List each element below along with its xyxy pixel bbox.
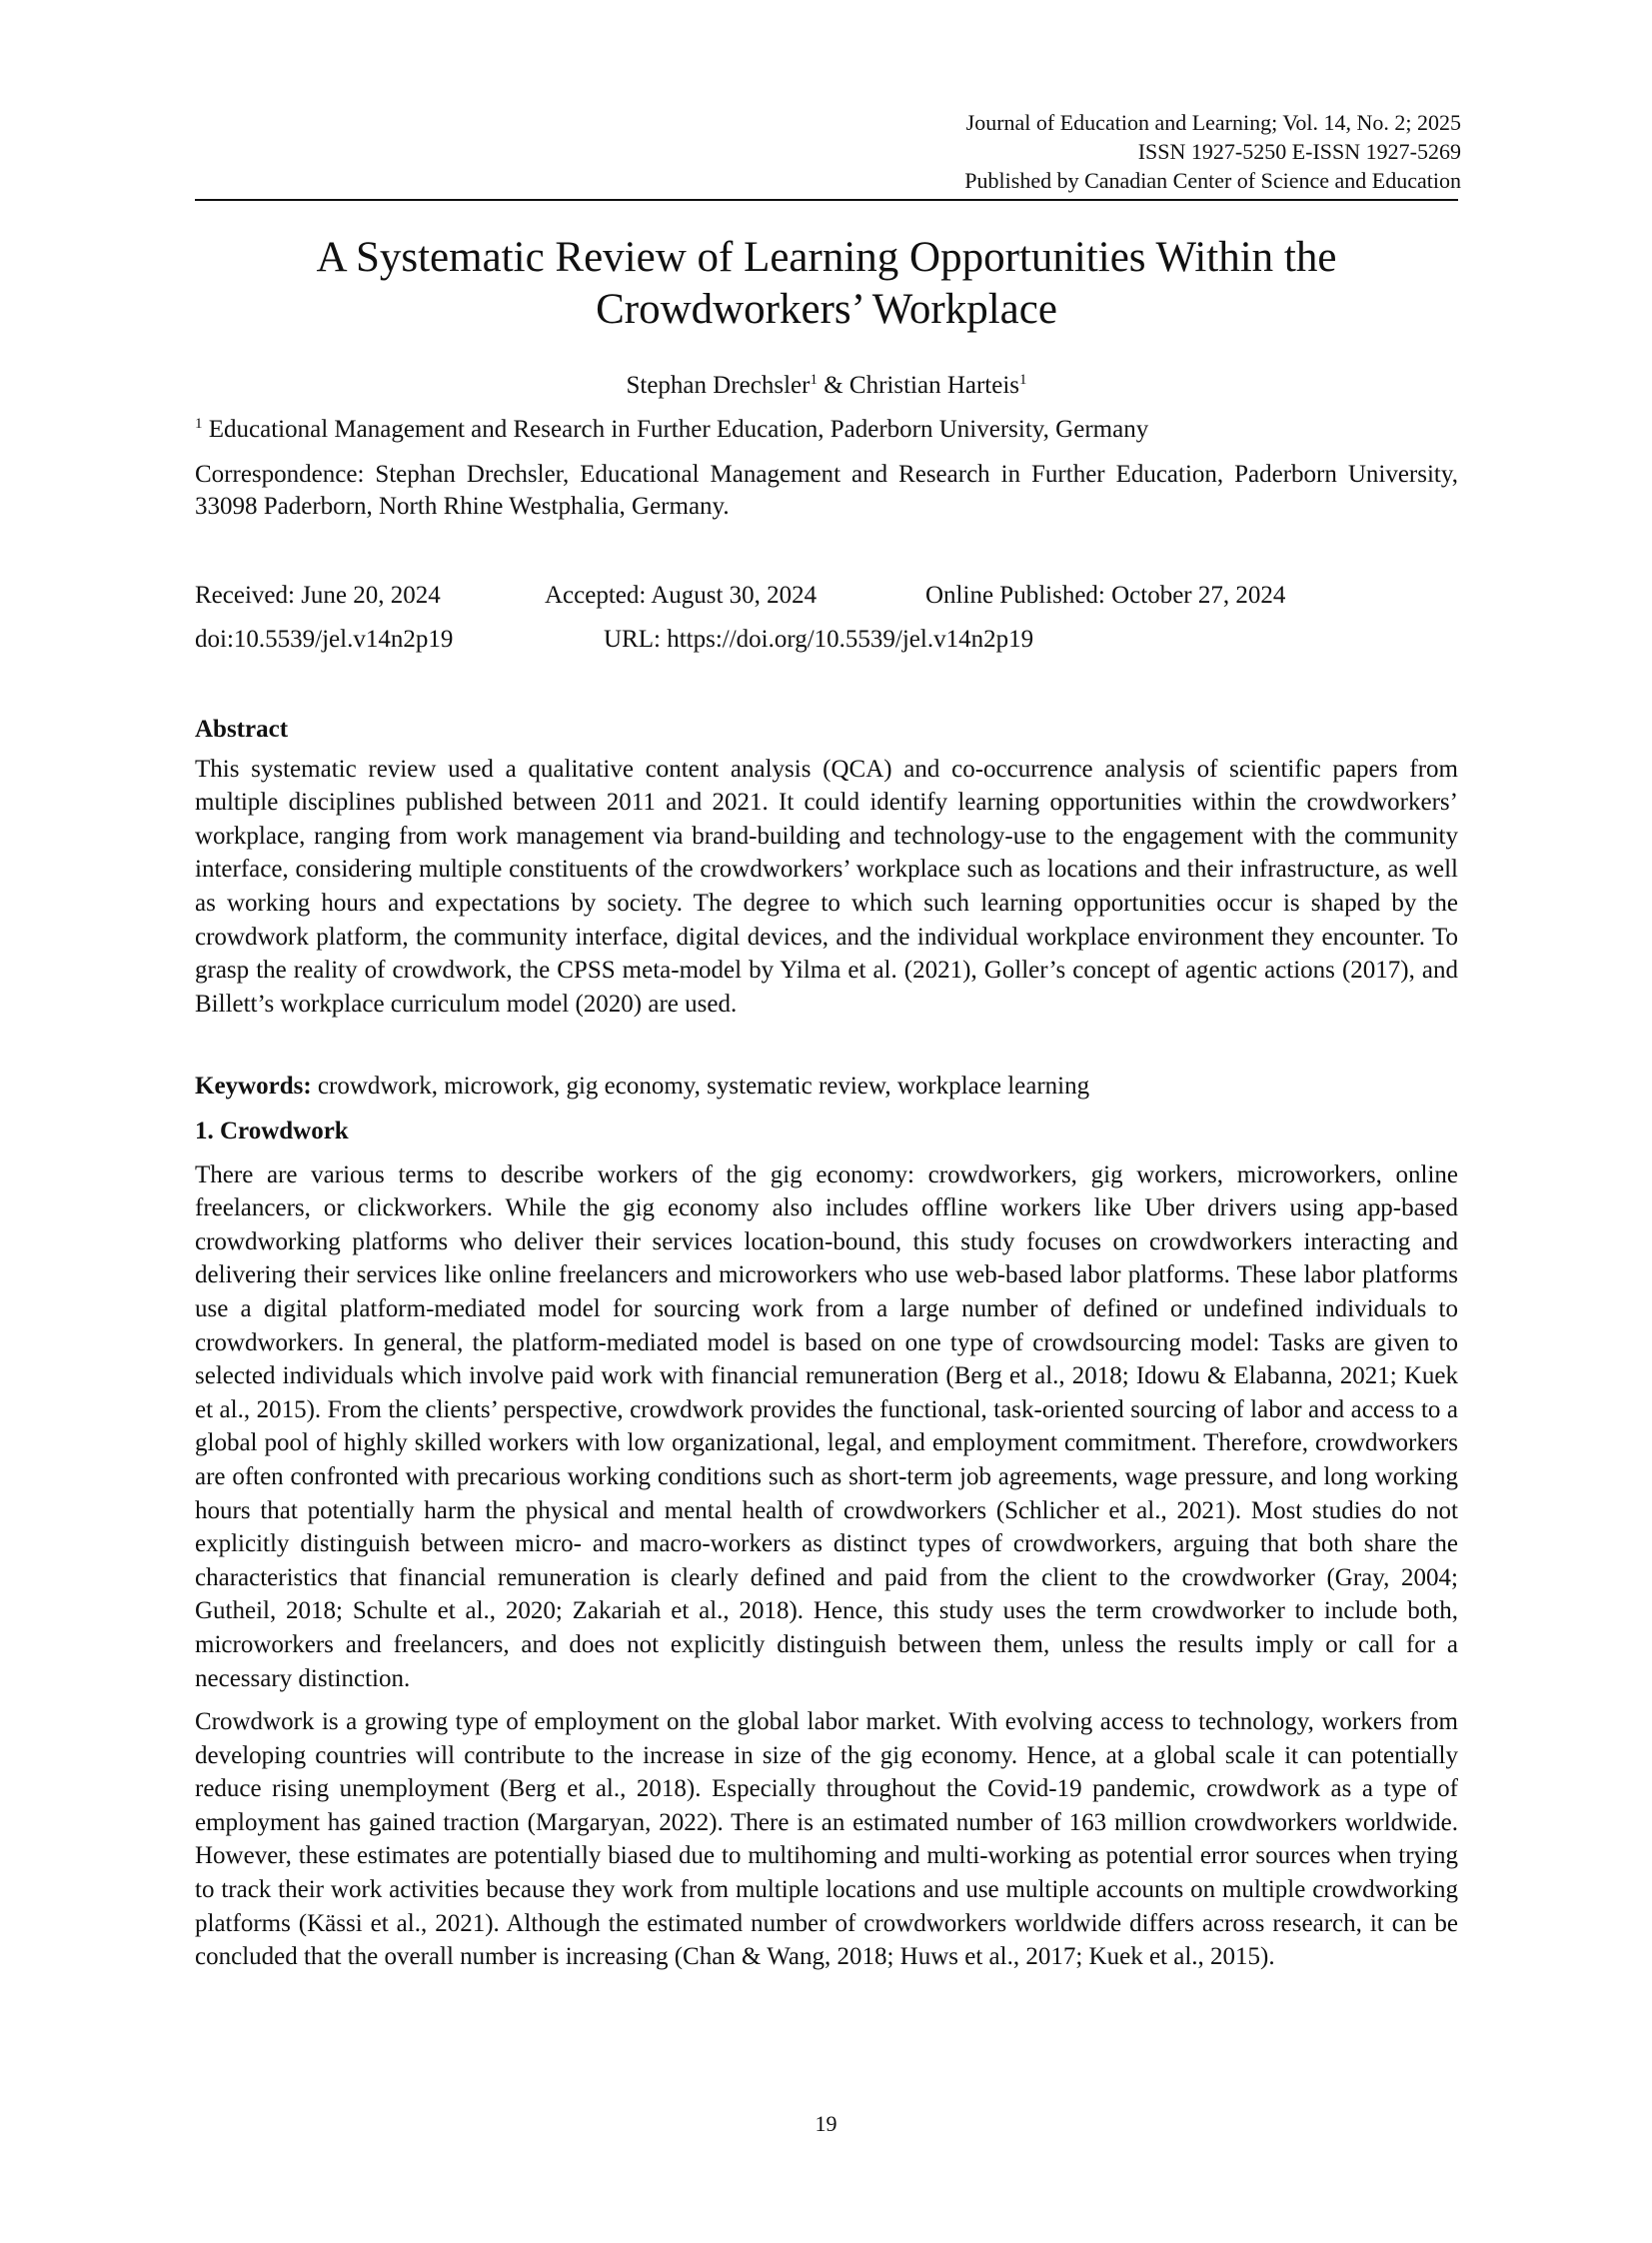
abstract-section [195,713,1458,1021]
section-heading: 1. Crowdwork [195,1118,349,1144]
received-date: Received: June 20, 2024 [195,582,441,609]
keywords-text: crowdwork, microwork, gig economy, systematic review, workplace learning [311,1073,1090,1100]
keywords-label: Keywords: [195,1073,312,1100]
keywords [195,1071,1458,1103]
abstract-text: This systematic review used a qualitative content analysis (QCA) and co-occurrence analysis of scientific papers from multiple disciplines published between 2011 and 2021. It could identify learning opportunities within the crowdworkers’ workplace, ranging from work management via brand-building and technology-use to the engagement with the community interface, considering multiple constituents of the crowdworkers’ workplace such as locations and their infrastructure, as well as working hours and expectations by society. The degree to which such learning opportunities occur is shaped by the crowdwork platform, the community interface, digital devices, and the individual workplace environment they encounter. To grasp the reality of crowdwork, the CPSS meta-model by Yilma et al. (2021), Goller’s concept of agentic actions (2017), and Billett’s workplace curriculum model (2020) are used. [195,755,1458,1018]
correspondence: Correspondence: Stephan Drechsler, Educational Management and Research in Further Education, Paderborn University, 33098 Paderborn, North Rhine Westphalia, Germany. [195,461,1458,520]
doi-url: URL: https://doi.org/10.5539/jel.v14n2p19 [604,626,1034,653]
author-list [195,370,1458,402]
journal-issn: ISSN 1927-5250 E-ISSN 1927-5269 [1137,139,1461,164]
author-1-affil: 1 [810,372,818,388]
journal-header [964,108,1461,195]
accepted-date: Accepted: August 30, 2024 [545,582,818,609]
author-separator: & [817,372,849,399]
affiliation-marker: 1 [195,416,203,432]
affiliation-text: Educational Management and Research in Further Education, Paderborn University, Germany [202,416,1149,443]
title-line-2: Crowdworkers’ Workplace [596,286,1057,333]
header-rule [195,199,1458,201]
title-line-1: A Systematic Review of Learning Opportunities Within the [316,234,1337,281]
paragraph: There are various terms to describe workers of the gig economy: crowdworkers, gig workers, microworkers, online freelancers, or clickworkers. While the gig economy also includes offline workers like Uber drivers using app-based crowdworking platforms who deliver their services location-bound, this study focuses on crowdworkers interacting and delivering their services like online freelancers and microworkers who use web-based labor platforms. These labor platforms use a digital platform-mediated model for sourcing work from a large number of defined or undefined individuals to crowdworkers. In general, the platform-mediated model is based on one type of crowdsourcing model: Tasks are given to selected individuals which involve paid work with financial remuneration (Berg et al., 2018; Idowu & Elabanna, 2021; Kuek et al., 2015). From the clients’ perspective, crowdwork provides the functional, task-oriented sourcing of labor and access to a global pool of highly skilled workers with low organizational, legal, and employment commitment. Therefore, crowdworkers are often confronted with precarious working conditions such as short-term job agreements, wage pressure, and long working hours that potentially harm the physical and mental health of crowdworkers (Schlicher et al., 2021). Most studies do not explicitly distinguish between micro- and macro-workers as distinct types of crowdworkers, arguing that both share the characteristics that financial remuneration is clearly defined and paid from the client to the crowdworker (Gray, 2004; Gutheil, 2018; Schulte et al., 2020; Zakariah et al., 2018). Hence, this study uses the term crowdworker to include both, microworkers and freelancers, and does not explicitly distinguish between them, unless the results imply or call for a necessary distinction. [195,1160,1458,1692]
published-date: Online Published: October 27, 2024 [925,582,1286,609]
author-2-affil: 1 [1019,372,1027,388]
paper-title [195,232,1458,336]
paragraph: Crowdwork is a growing type of employment on the global labor market. With evolving access to technology, workers from developing countries will contribute to the increase in size of the gig economy. Hence, at a global scale it can potentially reduce rising unemployment (Berg et al., 2018). Especially throughout the Covid-19 pandemic, crowdwork as a type of employment has gained traction (Margaryan, 2022). There is an estimated number of 163 million crowdworkers worldwide. However, these estimates are potentially biased due to multihoming and multi-working as potential error sources when trying to track their work activities because they work from multiple locations and use multiple accounts on multiple crowdworking platforms (Kässi et al., 2021). Although the estimated number of crowdworkers worldwide differs across research, it can be concluded that the overall number is increasing (Chan & Wang, 2018; Huws et al., 2017; Kuek et al., 2015). [195,1708,1458,1971]
page-number: 19 [815,2111,837,2136]
doi: doi:10.5539/jel.v14n2p19 [195,626,454,653]
author-1: Stephan Drechsler [626,372,811,399]
author-2: Christian Harteis [848,372,1020,399]
abstract-heading: Abstract [195,716,289,743]
affiliation [195,414,1458,446]
journal-publisher: Published by Canadian Center of Science and Education [964,168,1461,193]
section-crowdwork [195,1115,1458,1974]
journal-line-1: Journal of Education and Learning; Vol. 14, No. 2; 2025 [965,110,1461,135]
